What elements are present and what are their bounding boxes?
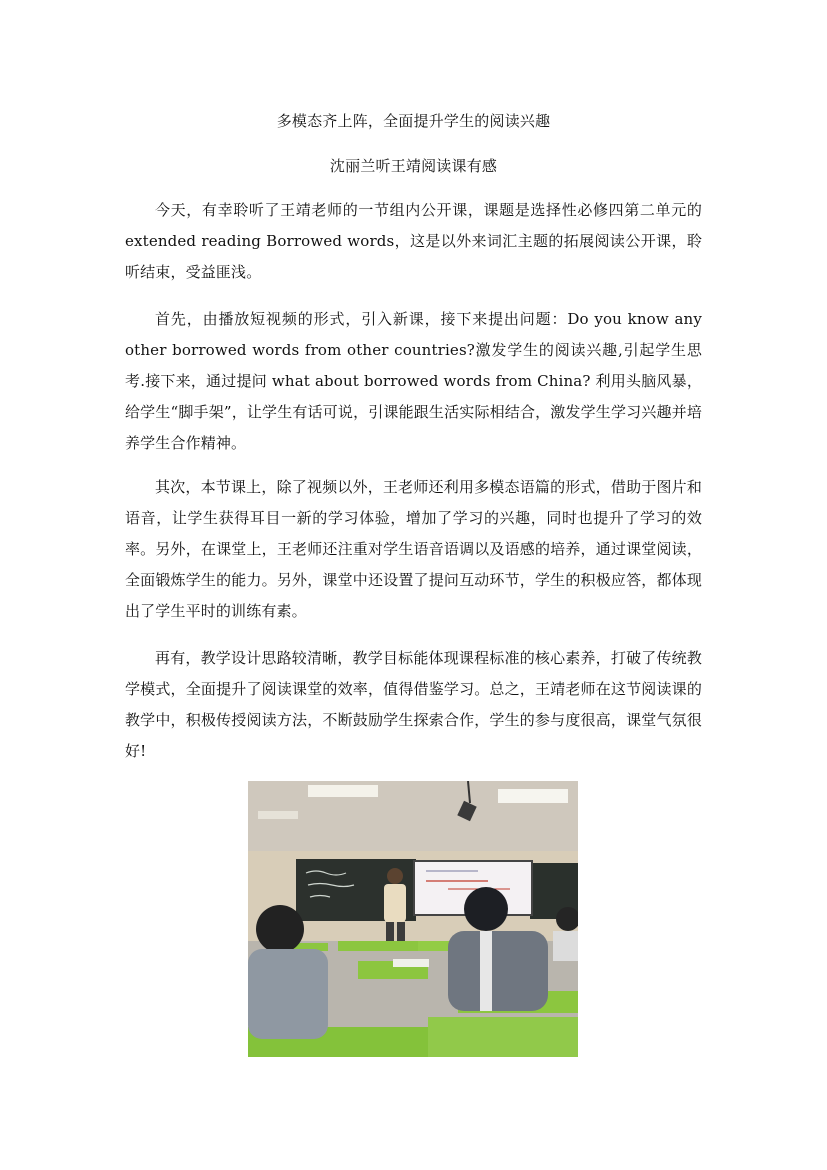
ceiling-light — [498, 789, 568, 803]
document-title: 多模态齐上阵，全面提升学生的阅读兴趣 — [276, 112, 551, 130]
paragraph-4: 再有，教学设计思路较清晰，教学目标能体现课程标准的核心素养，打破了传统教学模式，全面提升了阅读课堂的效率，值得借鉴学习。总之，王靖老师在这节阅读课的教学中，积极传授阅读方法，不断鼓励学生探索合作，学生的参与度很高，课堂气氛很好! — [125, 649, 702, 760]
desk — [338, 941, 428, 951]
ceiling-light — [308, 785, 378, 797]
student-body — [248, 949, 328, 1039]
classroom-photo-illustration — [248, 781, 578, 1057]
ceiling-light — [258, 811, 298, 819]
jacket-stripe — [480, 931, 492, 1011]
teacher-body — [384, 884, 406, 922]
teacher-leg — [397, 922, 405, 944]
desk — [428, 1017, 578, 1057]
document-subtitle: 沈丽兰听王靖阅读课有感 — [329, 157, 498, 175]
teacher-head — [387, 868, 403, 884]
student-body — [448, 931, 548, 1011]
student-head — [464, 887, 508, 931]
student-head — [256, 905, 304, 953]
paragraph-1: 今天，有幸聆听了王靖老师的一节组内公开课，课题是选择性必修四第二单元的extended reading Borrowed words，这是以外来词汇主题的拓展阅读公开课，聆听结束，受益匪浅。 — [125, 201, 702, 281]
paragraph-3: 其次，本节课上，除了视频以外，王老师还利用多模态语篇的形式，借助于图片和语音，让学生获得耳目一新的学习体验，增加了学习的兴趣，同时也提升了学习的效率。另外，在课堂上，王老师还注重对学生语音语调以及语感的培养，通过课堂阅读，全面锻炼学生的能力。另外，课堂中还设置了提问互动环节，学生的积极应答，都体现出了学生平时的训练有素。 — [125, 478, 702, 620]
student-body — [553, 931, 578, 961]
classroom-photo — [248, 781, 578, 1057]
paragraph-2: 首先，由播放短视频的形式，引入新课，接下来提出问题：Do you know any other borrowed words from other countries?激发学生的阅读兴趣,引起学生思考.接下来，通过提问 what about borrowed words from China? 利用头脑风暴，给学生“脚手架”，让学生有话可说，引课能跟生活实际相结合，激发学生学习兴趣并培养学生合作精神。 — [125, 310, 702, 452]
teacher-leg — [386, 922, 394, 944]
book — [393, 959, 429, 967]
